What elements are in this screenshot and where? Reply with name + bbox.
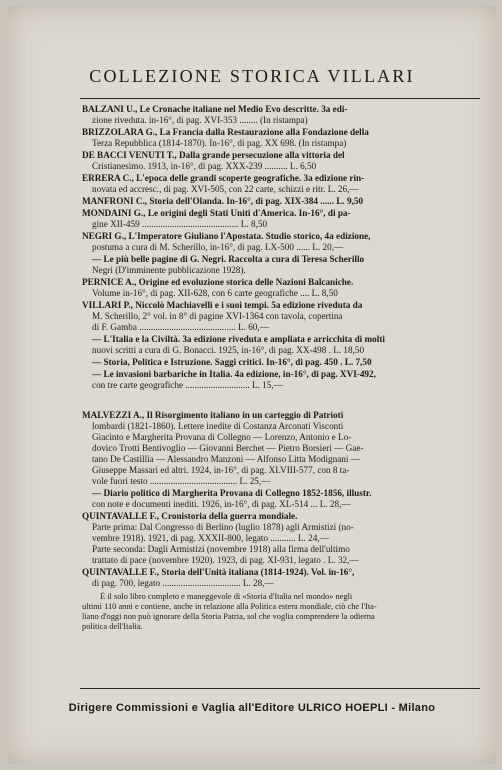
entry-detail-line: M. Scherillo, 2° vol. in 8° di pagine XVI-1364 con tavola, copertina xyxy=(92,311,343,321)
note-line: liano d'oggi non può ignorare della Storia Patria, sol che voglia comprendere la odierna xyxy=(82,612,375,621)
entry-heading-line: ERRERA C., L'epoca delle grandi scoperte geografiche. 3a edizione rin- xyxy=(82,173,365,183)
entry-heading-line: QUINTAVALLE F., Storia dell'Unità italiana (1814-1924). Vol. in-16°, xyxy=(82,567,355,577)
entry-detail-line: nuovi scritti a cura di G. Bonacci. 1925, in-16°, di pag. XX-498 . L. 18,50 xyxy=(92,345,365,355)
book-note xyxy=(82,592,480,632)
entry-detail-line: Negri (D'imminente pubblicazione 1928). xyxy=(92,265,246,275)
book-entry xyxy=(82,369,480,391)
entry-heading-line: — Storia, Politica e Istruzione. Saggi critici. In-16°, di pag. 450 . L. 7,50 xyxy=(92,357,372,367)
book-entry xyxy=(82,104,480,126)
entry-detail-line: lombardi (1821-1860). Lettere inedite di Costanza Arconati Visconti xyxy=(92,421,344,431)
entry-detail-line: tano De Castillia — Alessandro Manzoni — Alfonso Litta Modignani — xyxy=(92,454,360,464)
entry-heading-line: — Le invasioni barbariche in Italia. 4a edizione, in-16°, di pag. XVI-492, xyxy=(92,369,376,379)
book-entry xyxy=(82,254,480,276)
entry-detail-line: zione riveduta. in-16°, di pag. XVI-353 ........ (In ristampa) xyxy=(92,115,308,125)
entry-detail-line: vembre 1918). 1921, di pag. XXXII-800, legato ........... L. 24,— xyxy=(92,533,329,543)
entry-heading-line: MALVEZZI A., Il Risorgimento italiano in un carteggio di Patrioti xyxy=(82,410,344,420)
entry-detail-line: con note e documenti inediti. 1926, in-16°, di pag. XL-514 ... L. 28,— xyxy=(92,499,351,509)
page-title: COLLEZIONE STORICA VILLARI xyxy=(89,66,415,86)
entry-detail-line: Parte seconda: Dagli Armistizi (novembre 1918) alla firma dell'ultimo xyxy=(92,544,350,554)
entry-heading-line: BALZANI U., Le Cronache italiane nel Medio Evo descritte. 3a edi- xyxy=(82,104,348,114)
entry-heading-line: — Le più belle pagine di G. Negri. Raccolta a cura di Teresa Scherillo xyxy=(92,254,365,264)
entry-detail-line: Parte prima: Dal Congresso di Berlino (luglio 1878) agli Armistizi (no- xyxy=(92,522,354,532)
note-line: ultimi 110 anni e contiene, anche in relazione alla Politica estera mondiale, ciò che l'Ita- xyxy=(82,602,377,611)
section-gap xyxy=(82,392,480,410)
book-entry xyxy=(82,511,480,566)
entry-detail-line: Giuseppe Massari ed altri. 1924, in-16°, di pag. XLVIII-577, con 8 ta- xyxy=(92,465,350,475)
book-entry xyxy=(82,208,480,230)
book-entry xyxy=(82,357,480,368)
entry-detail-line: gine XII-459 .......................................... L. 8,50 xyxy=(92,219,268,229)
entry-heading-line: NEGRI G., L'Imperatore Giuliano l'Apostata. Studio storico, 4a edizione, xyxy=(82,231,371,241)
entry-detail-line: vole fuori testo ...................................... L. 25,— xyxy=(92,476,271,486)
title-rule xyxy=(80,98,480,99)
book-entry xyxy=(82,277,480,299)
entry-heading-line: QUINTAVALLE F., Cronistoria della guerra mondiale. xyxy=(82,511,298,521)
book-entry xyxy=(82,334,480,356)
book-entry xyxy=(82,567,480,589)
catalog-page xyxy=(8,6,496,764)
entry-heading-line: DE BACCI VENUTI T., Dalla grande persecuzione alla vittoria del xyxy=(82,150,345,160)
entry-heading-line: MANFRONI C., Storia dell'Olanda. In-16°, di pag. XIX-384 ...... L. 9,50 xyxy=(82,196,364,206)
book-entry xyxy=(82,150,480,172)
entry-detail-line: Terza Repubblica (1814-1870). In-16°, di pag. XX 698. (In ristampa) xyxy=(92,138,347,148)
entry-detail-line: dovico Trotti Bentivoglio — Giovanni Berchet — Pietro Borsieri — Gae- xyxy=(92,443,364,453)
entry-heading-line: PERNICE A., Origine ed evoluzione storica delle Nazioni Balcaniche. xyxy=(82,277,354,287)
book-entry xyxy=(82,488,480,510)
entry-detail-line: Giacinto e Margherita Provana di Collegno — Lorenzo, Antonio e Lo- xyxy=(92,432,352,442)
book-list xyxy=(82,104,480,632)
entry-heading-line: MONDAINI G., Le origini degli Stati Uniti d'America. In-16°, di pa- xyxy=(82,208,351,218)
footer-rule xyxy=(80,688,480,689)
entry-heading-line: — L'Italia e la Civiltà. 3a edizione riveduta e ampliata e arricchita di molti xyxy=(92,334,385,344)
book-entry xyxy=(82,173,480,195)
book-entry xyxy=(82,231,480,253)
entry-detail-line: di F. Gamba .......................................... L. 60,— xyxy=(92,322,269,332)
note-line: politica dell'Italia. xyxy=(82,622,143,631)
book-entry xyxy=(82,127,480,149)
book-entry xyxy=(82,300,480,333)
entry-detail-line: postuma a cura di M. Scherillo, in-16°, di pag. LX-500 ...... L. 20,— xyxy=(92,242,344,252)
entry-detail-line: trattato di pace (novembre 1920). 1923, di pag. XI-931, legato . L. 32,— xyxy=(92,555,359,565)
note-line: È il solo libro completo e maneggevole di «Storia d'Italia nel mondo» negli xyxy=(100,592,353,601)
book-entry xyxy=(82,410,480,487)
entry-heading-line: VILLARI P., Niccolò Machiavelli e i suoi tempi. 5a edizione riveduta da xyxy=(82,300,363,310)
entry-heading-line: BRIZZOLARA G., La Francia dalla Restaurazione alla Fondazione della xyxy=(82,127,369,137)
entry-detail-line: Volume in-16°, di pag. XII-628, con 6 carte geografiche .... L. 8,50 xyxy=(92,288,338,298)
entry-heading-line: — Diario politico di Margherita Provana di Collegno 1852-1856, illustr. xyxy=(92,488,372,498)
entry-detail-line: Cristianesimo. 1913, in-16°, di pag. XXX-239 .......... L. 6,50 xyxy=(92,161,317,171)
book-entry xyxy=(82,196,480,207)
entry-detail-line: di pag. 700, legato .................................. L. 28,— xyxy=(92,578,274,588)
publisher-footer: Dirigere Commissioni e Vaglia all'Editore ULRICO HOEPLI - Milano xyxy=(68,702,436,714)
entry-detail-line: con tre carte geografiche ............................ L. 15,— xyxy=(92,380,283,390)
entry-detail-line: novata ed accresc., di pag. XVI-505, con 22 carte, schizzi e ritr. L. 26,— xyxy=(92,184,359,194)
